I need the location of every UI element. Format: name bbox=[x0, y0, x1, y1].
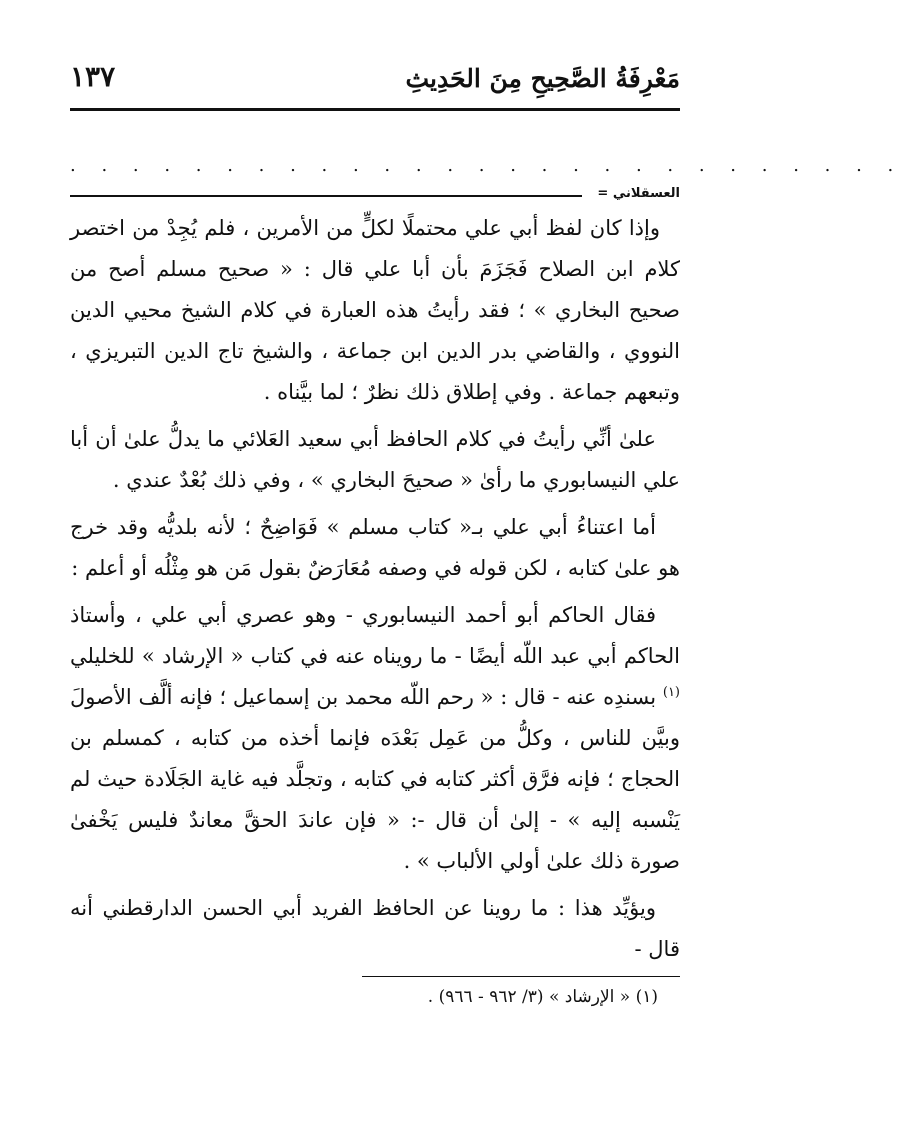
main-text bbox=[70, 208, 680, 970]
paragraph: ويؤيِّد هذا : ما روينا عن الحافظ الفريد أبي الحسن الدارقطني أنه قال - bbox=[70, 896, 680, 961]
header-rule bbox=[70, 108, 680, 111]
paragraph: أما اعتناءُ أبي علي بـ« كتاب مسلم » فَوَاضِحٌ ؛ لأنه بلديُّه وقد خرج هو علىٰ كتابه ، لكن قوله في وصفه مُعَارَضٌ بقول مَن هو مِثْلُه أو أعلم : bbox=[70, 515, 680, 580]
paragraph bbox=[70, 595, 680, 882]
continuation-rule bbox=[70, 195, 582, 197]
separator-dots: . . . . . . . . . . . . . . . . . . . . . . . . . . . bbox=[70, 155, 903, 176]
continuation-label: العسقلاني = bbox=[597, 186, 680, 201]
footnote-reference: (١) bbox=[662, 685, 680, 700]
footnote-rule bbox=[362, 976, 680, 977]
running-title: مَعْرِفَةُ الصَّحِيحِ مِنَ الحَدِيثِ bbox=[405, 64, 680, 93]
book-page bbox=[70, 60, 903, 1007]
footnote: (١) « الإرشاد » (٣/ ٩٦٢ - ٩٦٦) . bbox=[427, 987, 658, 1007]
paragraph: علىٰ أنِّي رأيتُ في كلام الحافظ أبي سعيد العَلائي ما يدلُّ علىٰ أن أبا علي النيسابوري ما رأىٰ « صحيحَ البخاري » ، وفي ذلك بُعْدٌ عندي . bbox=[70, 427, 680, 492]
paragraph: وإذا كان لفظ أبي علي محتملًا لكلٍّ من الأمرين ، فلم يُجِدْ من اختصر كلام ابن الصلاح فَجَزَمَ بأن أبا علي قال : « صحيح مسلم أصح من صحيح البخاري » ؛ فقد رأيتُ هذه العبارة في كلام الشيخ محيي الدين النووي ، والقاضي بدر الدين ابن جماعة ، والشيخ تاج الدين التبريزي ، وتبعهم جماعة . وفي إطلاق ذلك نظرٌ ؛ لما بيَّناه . bbox=[70, 216, 680, 404]
paragraph-text: بسندِه عنه - قال : « رحم اللّه محمد بن إسماعيل ؛ فإنه ألَّف الأصولَ وبيَّن للناس ، وكلُّ من عَمِل بَعْدَه فإنما أخذه من كتابه ، كمسلم بن الحجاج ؛ فإنه فرَّق أكثر كتابه في كتابه ، وتجلَّد فيه غاية الجَلَادة حيث لم يَنْسبه إليه » - إلىٰ أن قال -: « فإن عاندَ الحقَّ معاندٌ فليس يَخْفىٰ صورة ذلك علىٰ أولي الألباب » . bbox=[70, 685, 680, 873]
page-header bbox=[70, 60, 680, 106]
paragraph-text: فقال الحاكم أبو أحمد النيسابوري - وهو عصري أبي علي ، وأستاذ الحاكم أبي عبد اللّه أيضًا - ما رويناه عنه في كتاب « الإرشاد » للخليلي bbox=[70, 603, 680, 668]
page-number: ١٣٧ bbox=[70, 60, 116, 93]
continuation-marker bbox=[70, 186, 680, 208]
